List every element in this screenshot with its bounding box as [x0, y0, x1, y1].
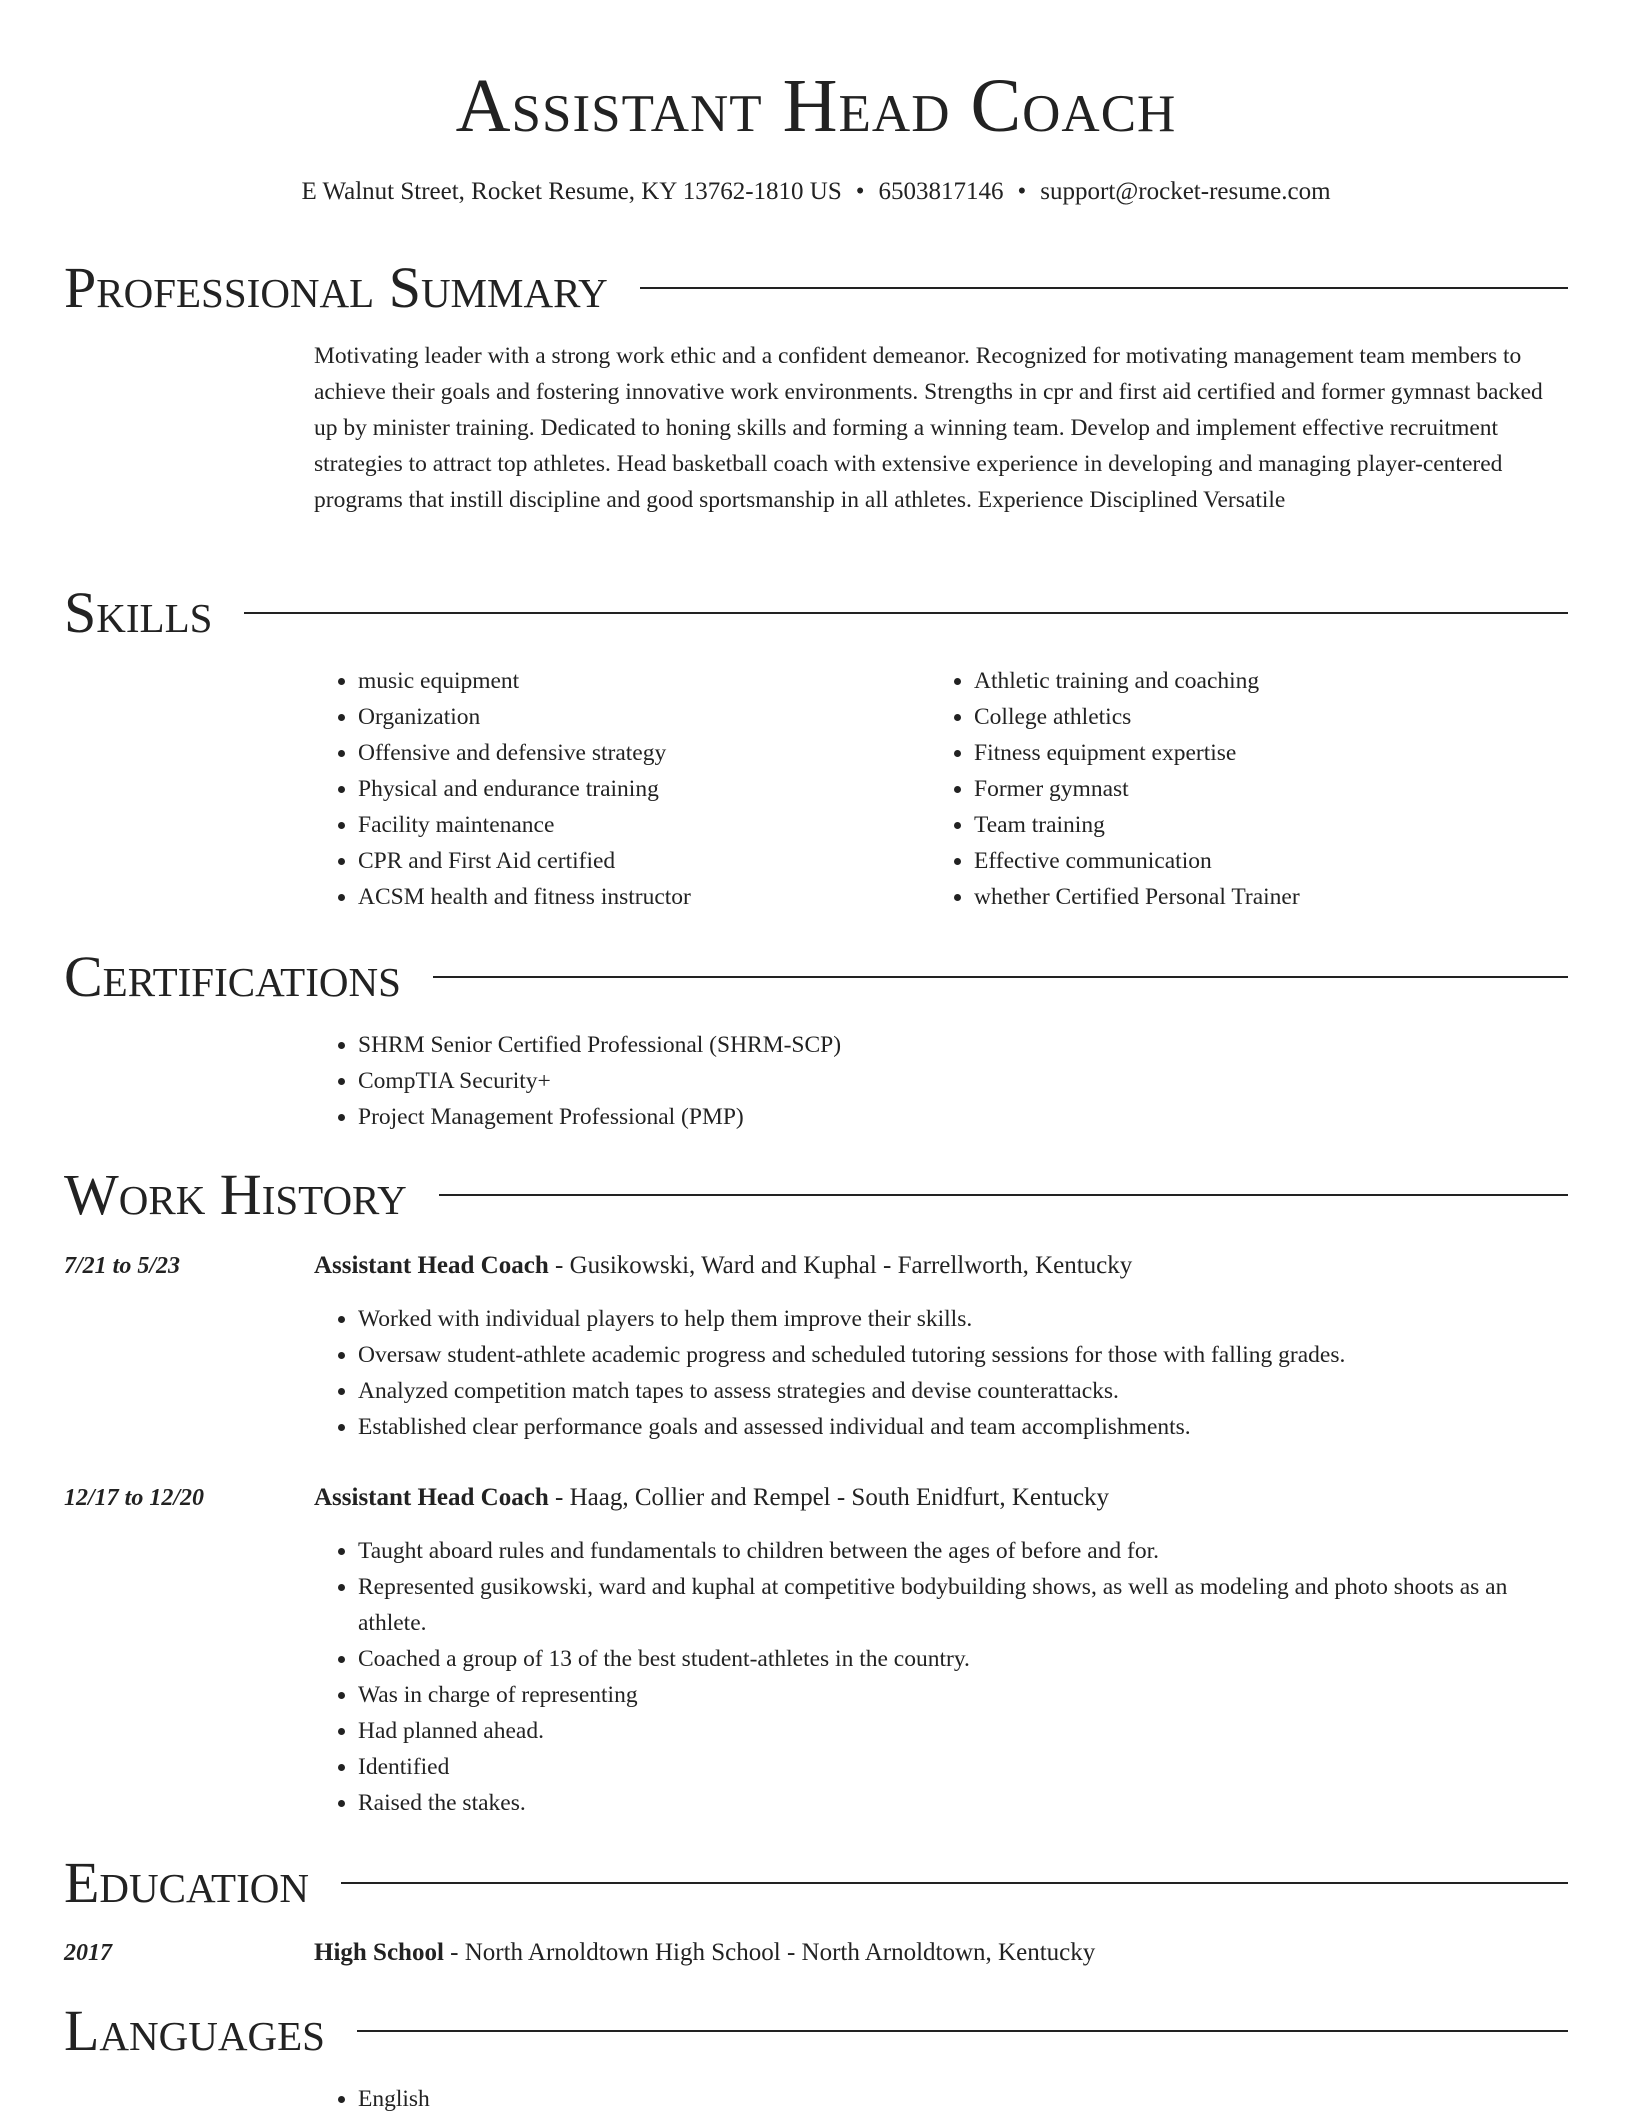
job-bullet: • Represented gusikowski, ward and kuphal at competitive bodybuilding shows, as well as modeling and photo shoots as an athlete.: [358, 1569, 1568, 1641]
skills-section-header: [64, 580, 1568, 646]
job-dates: 12/17 to 12/20: [64, 1485, 205, 1511]
job-dates: 7/21 to 5/23: [64, 1253, 181, 1279]
certifications-list: [314, 1027, 1568, 1135]
skill-item: • CPR and First Aid certified: [358, 843, 914, 879]
certification-item: • SHRM Senior Certified Professional (SHRM-SCP): [358, 1027, 1568, 1063]
skill-item: • Offensive and defensive strategy: [358, 735, 914, 771]
job-bullet: • Coached a group of 13 of the best student-athletes in the country.: [358, 1641, 1568, 1677]
education-entry: [314, 1933, 1568, 1973]
job-heading: [314, 1478, 1568, 1518]
education-year: 2017: [64, 1940, 112, 1966]
certification-item: • Project Management Professional (PMP): [358, 1099, 1568, 1135]
skill-item: • Athletic training and coaching: [974, 663, 1530, 699]
skill-item: • Fitness equipment expertise: [974, 735, 1530, 771]
skill-item: • Team training: [974, 807, 1530, 843]
job-bullet: • Analyzed competition match tapes to assess strategies and devise counterattacks.: [358, 1373, 1568, 1409]
contact-separator: •: [1017, 178, 1027, 205]
skill-item: • music equipment: [358, 663, 914, 699]
education-heading: Education: [64, 1850, 309, 1915]
job-bullet: • Was in charge of representing: [358, 1677, 1568, 1713]
certifications-section-header: [64, 944, 1568, 1010]
education-degree: High School: [314, 1939, 444, 1966]
job-bullet: • Had planned ahead.: [358, 1713, 1568, 1749]
skill-item: • ACSM health and fitness instructor: [358, 879, 914, 915]
job-bullet: • Raised the stakes.: [358, 1785, 1568, 1821]
section-divider: [439, 1194, 1568, 1196]
job-heading: [314, 1246, 1568, 1286]
skill-item: • whether Certified Personal Trainer: [974, 879, 1530, 915]
contact-separator: •: [855, 178, 865, 205]
languages-heading: Languages: [64, 1998, 325, 2063]
job-bullets: [314, 1301, 1568, 1445]
skills-column-left: [314, 663, 914, 915]
job-bullet: • Identified: [358, 1749, 1568, 1785]
section-divider: [341, 1882, 1568, 1884]
skill-item: • Former gymnast: [974, 771, 1530, 807]
language-item: • English: [358, 2081, 1568, 2117]
job-bullet: • Oversaw student-athlete academic progress and scheduled tutoring sessions for those with falling grades.: [358, 1337, 1568, 1373]
education-section-header: [64, 1850, 1568, 1916]
education-school: - North Arnoldtown High School - North Arnoldtown, Kentucky: [443, 1939, 1096, 1966]
certification-item: • CompTIA Security+: [358, 1063, 1568, 1099]
job-bullet: • Established clear performance goals and assessed individual and team accomplishments.: [358, 1409, 1568, 1445]
summary-text: Motivating leader with a strong work ethic and a confident demeanor. Recognized for motivating management team members to achieve their goals and fostering innovative work environments. Strengths in cpr and first aid certified and former gymnast backed up by minister training. Dedicated to honing skills and forming a winning team. Develop and implement effective recruitment strategies to attract top athletes. Head basketball coach with extensive experience in developing and managing player-centered programs that instill discipline and good sportsmanship in all athletes. Experience Disciplined Versatile: [314, 343, 1543, 513]
skills-heading: Skills: [64, 580, 213, 645]
contact-line: [0, 174, 1632, 210]
job-title: Assistant Head Coach: [314, 1484, 549, 1511]
certifications-heading: Certifications: [64, 944, 401, 1009]
job-bullet: • Worked with individual players to help them improve their skills.: [358, 1301, 1568, 1337]
skill-item: • Organization: [358, 699, 914, 735]
job-employer: - Haag, Collier and Rempel - South Enidfurt, Kentucky: [548, 1484, 1110, 1511]
skill-item: • Physical and endurance training: [358, 771, 914, 807]
skill-item: • Facility maintenance: [358, 807, 914, 843]
contact-address: E Walnut Street, Rocket Resume, KY 13762-1810 US: [301, 178, 842, 205]
contact-phone: 6503817146: [878, 178, 1004, 205]
section-divider: [433, 976, 1568, 978]
summary-section-header: [64, 255, 1568, 321]
section-divider: [640, 287, 1568, 289]
skills-column-right: [930, 663, 1530, 915]
resume-title: Assistant Head Coach: [455, 64, 1177, 148]
job-bullet: • Taught aboard rules and fundamentals to children between the ages of before and for.: [358, 1533, 1568, 1569]
languages-section-header: [64, 1998, 1568, 2064]
skill-item: • College athletics: [974, 699, 1530, 735]
job-employer: - Gusikowski, Ward and Kuphal - Farrellworth, Kentucky: [548, 1252, 1133, 1279]
section-divider: [357, 2030, 1568, 2032]
work-history-section-header: [64, 1162, 1568, 1228]
job-bullets: [314, 1533, 1568, 1821]
work-history-heading: Work History: [64, 1162, 407, 1227]
contact-email: support@rocket-resume.com: [1040, 178, 1331, 205]
summary-heading: Professional Summary: [64, 255, 608, 320]
section-divider: [244, 612, 1568, 614]
job-title: Assistant Head Coach: [314, 1252, 549, 1279]
skill-item: • Effective communication: [974, 843, 1530, 879]
